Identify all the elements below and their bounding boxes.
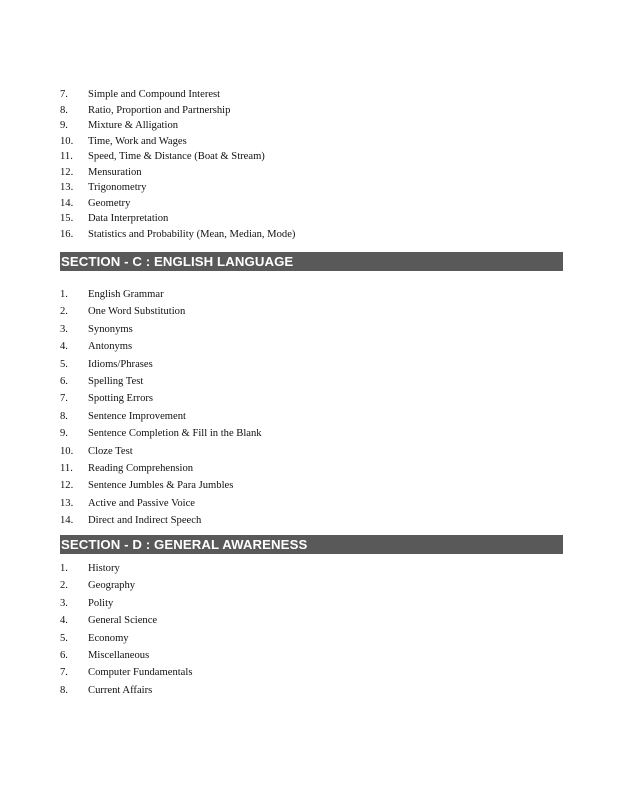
- item-text: Sentence Improvement: [88, 410, 186, 422]
- item-number: 6.: [60, 375, 68, 387]
- item-number: 7.: [60, 667, 68, 679]
- item-text: General Science: [88, 615, 158, 627]
- item-number: 7.: [60, 393, 68, 405]
- section-d-header: SECTION - D : GENERAL AWARENESS: [60, 535, 563, 554]
- item-text: Sentence Completion & Fill in the Blank: [88, 428, 262, 440]
- item-number: 10.: [60, 445, 74, 457]
- item-text: Geography: [88, 580, 136, 592]
- item-text: Synonyms: [88, 323, 133, 335]
- item-number: 3.: [60, 597, 68, 609]
- item-number: 2.: [60, 580, 68, 592]
- item-number: 8.: [60, 684, 68, 696]
- item-number: 16.: [60, 228, 74, 240]
- item-text: Statistics and Probability (Mean, Median, Mode): [88, 228, 296, 240]
- item-text: Geometry: [88, 197, 131, 209]
- item-text: Spotting Errors: [88, 393, 154, 405]
- item-number: 7.: [60, 89, 68, 100]
- item-number: 11.: [60, 462, 73, 474]
- item-text: Antonyms: [88, 341, 133, 353]
- item-text: Sentence Jumbles & Para Jumbles: [88, 480, 234, 492]
- item-text: One Word Substitution: [88, 306, 186, 318]
- item-text: Reading Comprehension: [88, 462, 194, 474]
- item-text: Trigonometry: [88, 182, 147, 193]
- item-number: 4.: [60, 341, 68, 353]
- item-number: 14.: [60, 197, 74, 209]
- item-number: 13.: [60, 182, 74, 193]
- item-text: English Grammar: [88, 289, 164, 300]
- item-number: 5.: [60, 632, 68, 644]
- item-text: Direct and Indirect Speech: [88, 515, 202, 527]
- section-c-header: SECTION - C : ENGLISH LANGUAGE: [60, 252, 563, 271]
- item-number: 8.: [60, 410, 68, 422]
- item-number: 8.: [60, 104, 68, 116]
- item-text: Computer Fundamentals: [88, 667, 193, 679]
- item-text: Idioms/Phrases: [88, 358, 153, 370]
- item-text: Simple and Compound Interest: [88, 89, 221, 100]
- item-number: 15.: [60, 213, 74, 224]
- item-number: 6.: [60, 649, 68, 661]
- item-number: 11.: [60, 151, 73, 162]
- item-text: Miscellaneous: [88, 649, 150, 661]
- item-number: 1.: [60, 289, 68, 300]
- item-text: Polity: [88, 597, 114, 609]
- item-number: 10.: [60, 135, 74, 147]
- item-number: 5.: [60, 358, 68, 370]
- item-text: Speed, Time & Distance (Boat & Stream): [88, 151, 265, 162]
- item-number: 13.: [60, 497, 74, 509]
- item-text: Spelling Test: [88, 375, 144, 387]
- item-text: History: [88, 563, 120, 574]
- item-number: 4.: [60, 615, 68, 627]
- item-number: 12.: [60, 166, 74, 178]
- item-text: Data Interpretation: [88, 213, 169, 224]
- item-text: Mensuration: [88, 166, 142, 178]
- item-number: 9.: [60, 120, 68, 131]
- item-text: Cloze Test: [88, 445, 133, 457]
- item-text: Active and Passive Voice: [88, 497, 195, 509]
- item-number: 3.: [60, 323, 68, 335]
- item-text: Mixture & Alligation: [88, 120, 179, 131]
- item-number: 9.: [60, 428, 68, 440]
- item-text: Economy: [88, 632, 129, 644]
- item-number: 2.: [60, 306, 68, 318]
- item-text: Current Affairs: [88, 684, 153, 696]
- item-text: Ratio, Proportion and Partnership: [88, 104, 231, 116]
- item-number: 1.: [60, 563, 68, 574]
- item-number: 12.: [60, 480, 74, 492]
- item-text: Time, Work and Wages: [88, 135, 187, 147]
- item-number: 14.: [60, 515, 74, 527]
